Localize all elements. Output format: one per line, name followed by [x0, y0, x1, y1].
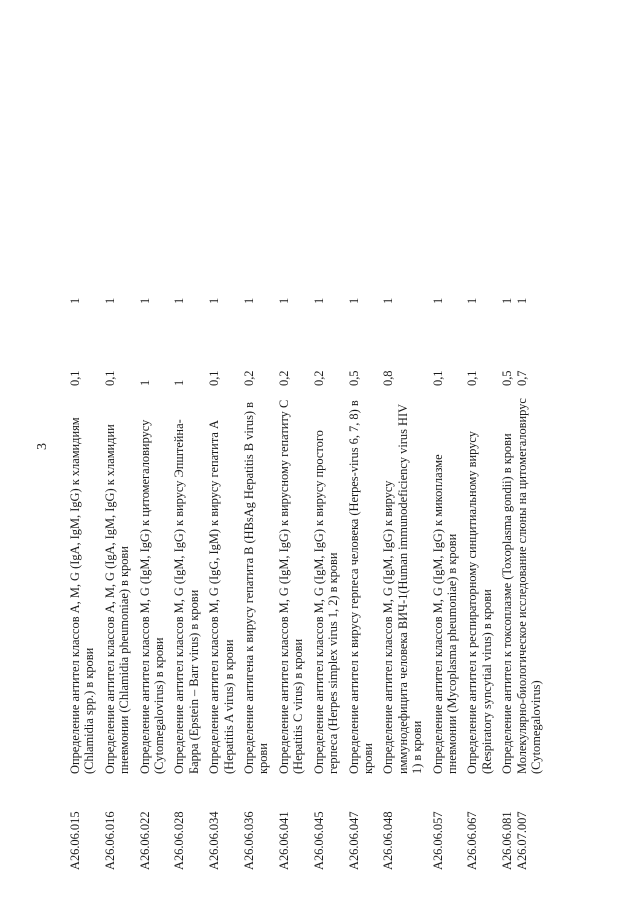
service-multiplicity: 1	[311, 297, 326, 304]
service-name: Определение антител классов A, M, G (IgA, IgM, IgG) к хламидии пневмонии (Chlamidia pheumoniae) в крови	[102, 424, 132, 774]
service-name: Молекулярно-биологическое исследование слюны на цитомегаловирус (Cytomegalovirus)	[514, 398, 543, 774]
service-name: Определение антител классов M, G (IgM, IgG) к микоплазме пневмонии (Mycoplasma pheumoniae) в крови	[430, 454, 459, 774]
table-row	[312, 250, 347, 870]
service-frequency: 1	[137, 379, 152, 386]
services-table-container	[68, 250, 549, 870]
service-name: Определение антител классов M, G (IgM, IgG) к вирусному гепатиту C (Hepatitis C virus) в крови	[276, 399, 306, 774]
service-multiplicity: 1	[137, 297, 152, 304]
service-code: A26.06.016	[102, 811, 117, 870]
service-frequency: 0,1	[465, 370, 480, 386]
service-code: A26.06.036	[242, 811, 257, 870]
service-name: Определение антител к респираторному синцитиальному вирусу (Respiratory syncytial virus) в крови	[465, 431, 494, 774]
service-multiplicity: 1	[102, 297, 117, 304]
service-name: Определение антител классов M, G (IgG, IgM) к вирусу гепатита A (Hepatitis A virus) в крови	[207, 420, 236, 774]
service-name: Определение антител классов A, M, G (IgA, IgM, IgG) к хламидиям (Chlamidia spp.) в крови	[68, 417, 97, 774]
table-row	[431, 250, 466, 870]
service-code: A26.06.047	[346, 811, 361, 870]
service-multiplicity: 1	[381, 297, 396, 304]
service-name: Определение антигена к вирусу гепатита B (HBsAg Hepatitis B virus) в крови	[242, 402, 271, 774]
service-code: A26.06.057	[430, 811, 445, 870]
service-frequency: 0,8	[381, 370, 396, 386]
service-name: Определение антител к вирусу герпеса человека (Herpes-virus 6, 7, 8) в крови	[346, 400, 375, 774]
service-frequency: 0,2	[276, 370, 291, 386]
service-multiplicity: 1	[465, 297, 480, 304]
service-code: A26.06.034	[207, 811, 222, 870]
service-code: A26.07.007	[514, 811, 529, 870]
service-frequency: 0,2	[311, 370, 326, 386]
table-row	[381, 250, 430, 870]
table-row	[138, 250, 173, 870]
services-table	[68, 250, 549, 870]
service-code: A26.06.048	[381, 811, 396, 870]
service-multiplicity: 1	[276, 297, 291, 304]
table-row	[68, 250, 103, 870]
table-row	[500, 250, 549, 870]
service-name: Определение антител классов M, G (IgM, IgG) к вирусу иммунодефицита человека ВИЧ-1(Human immunodeficiency virus HIV 1) в крови	[381, 404, 425, 774]
service-frequency: 0,1	[68, 370, 82, 386]
service-frequency: 0,5	[346, 370, 361, 386]
page-number: 3	[35, 443, 50, 450]
service-name-cell	[500, 398, 549, 774]
service-code: A26.06.041	[276, 811, 291, 870]
service-multiplicity: 1	[514, 297, 529, 304]
service-multiplicity: 1	[346, 297, 361, 304]
service-multiplicity: 1	[430, 297, 445, 304]
service-frequency: 0,5	[500, 370, 515, 386]
service-multiplicity: 1	[172, 297, 187, 304]
service-frequency: 0,1	[207, 370, 222, 386]
service-multiplicity: 1	[242, 297, 257, 304]
service-name: Определение антител к токсоплазме (Toxoplasma gondii) в крови	[500, 433, 515, 774]
service-frequency: 0,7	[514, 370, 529, 386]
table-row	[207, 250, 242, 870]
service-frequency: 0,1	[102, 370, 117, 386]
table-row	[103, 250, 138, 870]
service-code: A26.06.022	[137, 811, 152, 870]
service-code: A26.06.067	[465, 811, 480, 870]
table-row	[277, 250, 312, 870]
service-frequency-cell	[500, 304, 549, 398]
service-multiplicity-cell	[500, 250, 549, 304]
service-frequency: 0,1	[430, 370, 445, 386]
service-code: A26.06.028	[172, 811, 187, 870]
service-multiplicity: 1	[68, 297, 82, 304]
table-row	[172, 250, 207, 870]
service-code: A26.06.081	[500, 811, 515, 870]
service-code: A26.06.045	[311, 811, 326, 870]
service-multiplicity: 1	[207, 297, 222, 304]
table-row	[347, 250, 382, 870]
table-row	[465, 250, 500, 870]
service-frequency: 0,2	[242, 370, 257, 386]
service-multiplicity: 1	[500, 297, 515, 304]
service-code: A26.06.015	[68, 811, 82, 870]
service-name: Определение антител классов M, G (IgM, IgG) к вирусу простого герпеса (Herpes simplex virus 1, 2) в крови	[311, 430, 341, 774]
service-name: Определение антител классов M, G (IgM, IgG) к цитомегаловирусу (Cytomegalovirus) в крови	[137, 419, 167, 774]
service-frequency: 1	[172, 379, 187, 386]
service-code-cell	[500, 774, 549, 870]
service-name: Определение антител классов M, G (IgM, IgG) к вирусу Эпштейна-Барра (Epstein – Barr virus) в крови	[172, 419, 201, 774]
table-row	[242, 250, 277, 870]
